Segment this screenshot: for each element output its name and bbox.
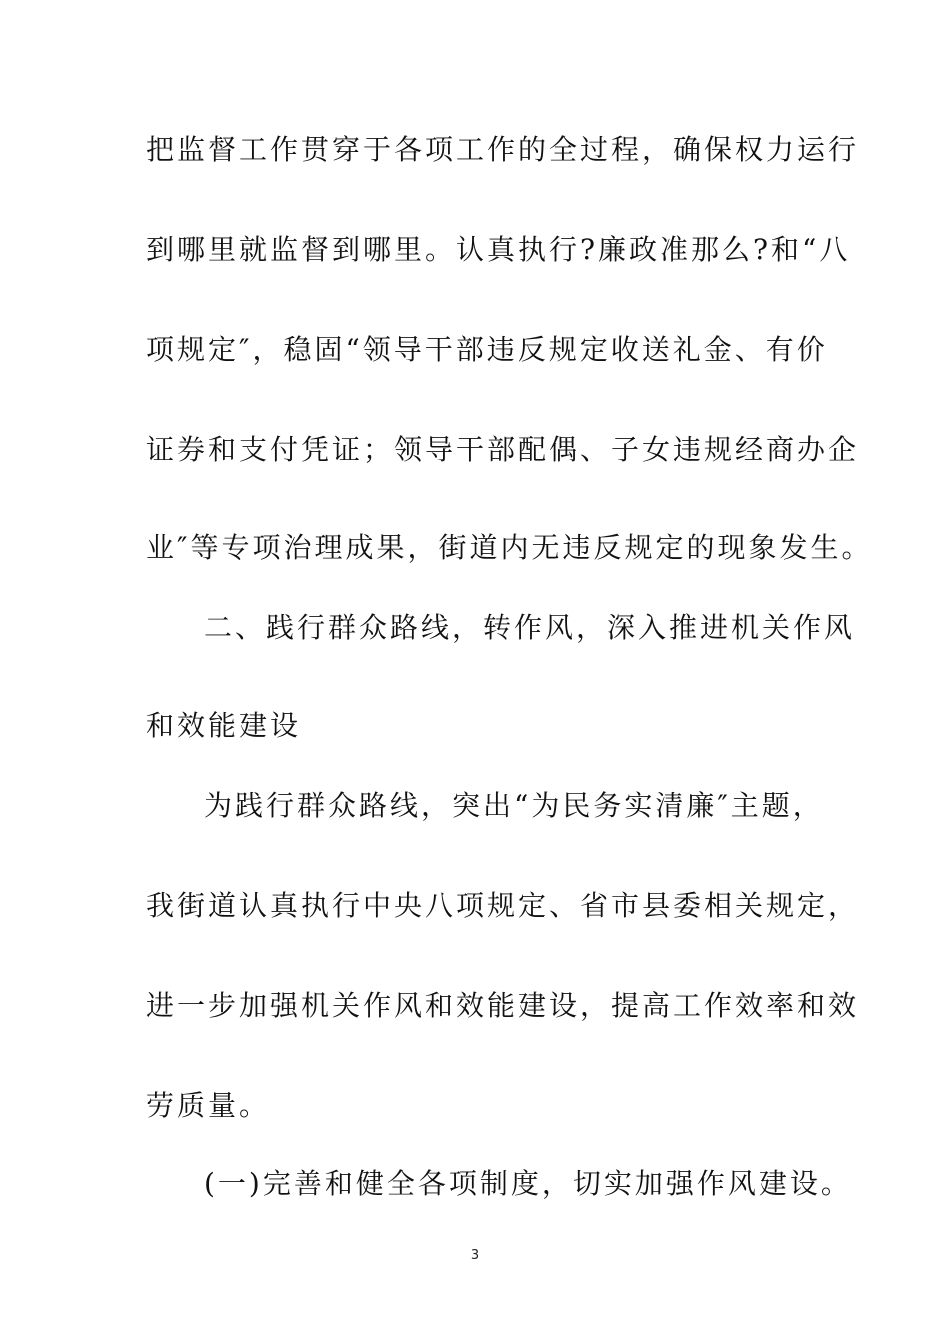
text-line: 到哪里就监督到哪里。认真执行?廉政准那么?和“八 [146,233,851,266]
text-line: 进一步加强机关作风和效能建设，提高工作效率和效 [146,989,860,1022]
section-heading-line: 和效能建设 [146,709,302,742]
text-line: 我街道认真执行中央八项规定、省市县委相关规定， [146,889,860,922]
text-line: 证券和支付凭证；领导干部配偶、子女违规经商办企 [146,433,860,466]
text-line: 为践行群众路线，突出“为民务实清廉″主题， [204,789,824,822]
text-line: 项规定″，稳固“领导干部违反规定收送礼金、有价 [146,333,828,366]
section-heading-line: 二、践行群众路线，转作风，深入推进机关作风 [204,611,856,644]
text-line: 劳质量。 [146,1089,271,1122]
text-line: 业″等专项治理成果，街道内无违反规定的现象发生。 [146,531,873,564]
page-number: 3 [470,1248,480,1263]
subsection-heading-line: (一)完善和健全各项制度，切实加强作风建设。 [204,1167,852,1200]
text-line: 把监督工作贯穿于各项工作的全过程，确保权力运行 [146,133,860,166]
